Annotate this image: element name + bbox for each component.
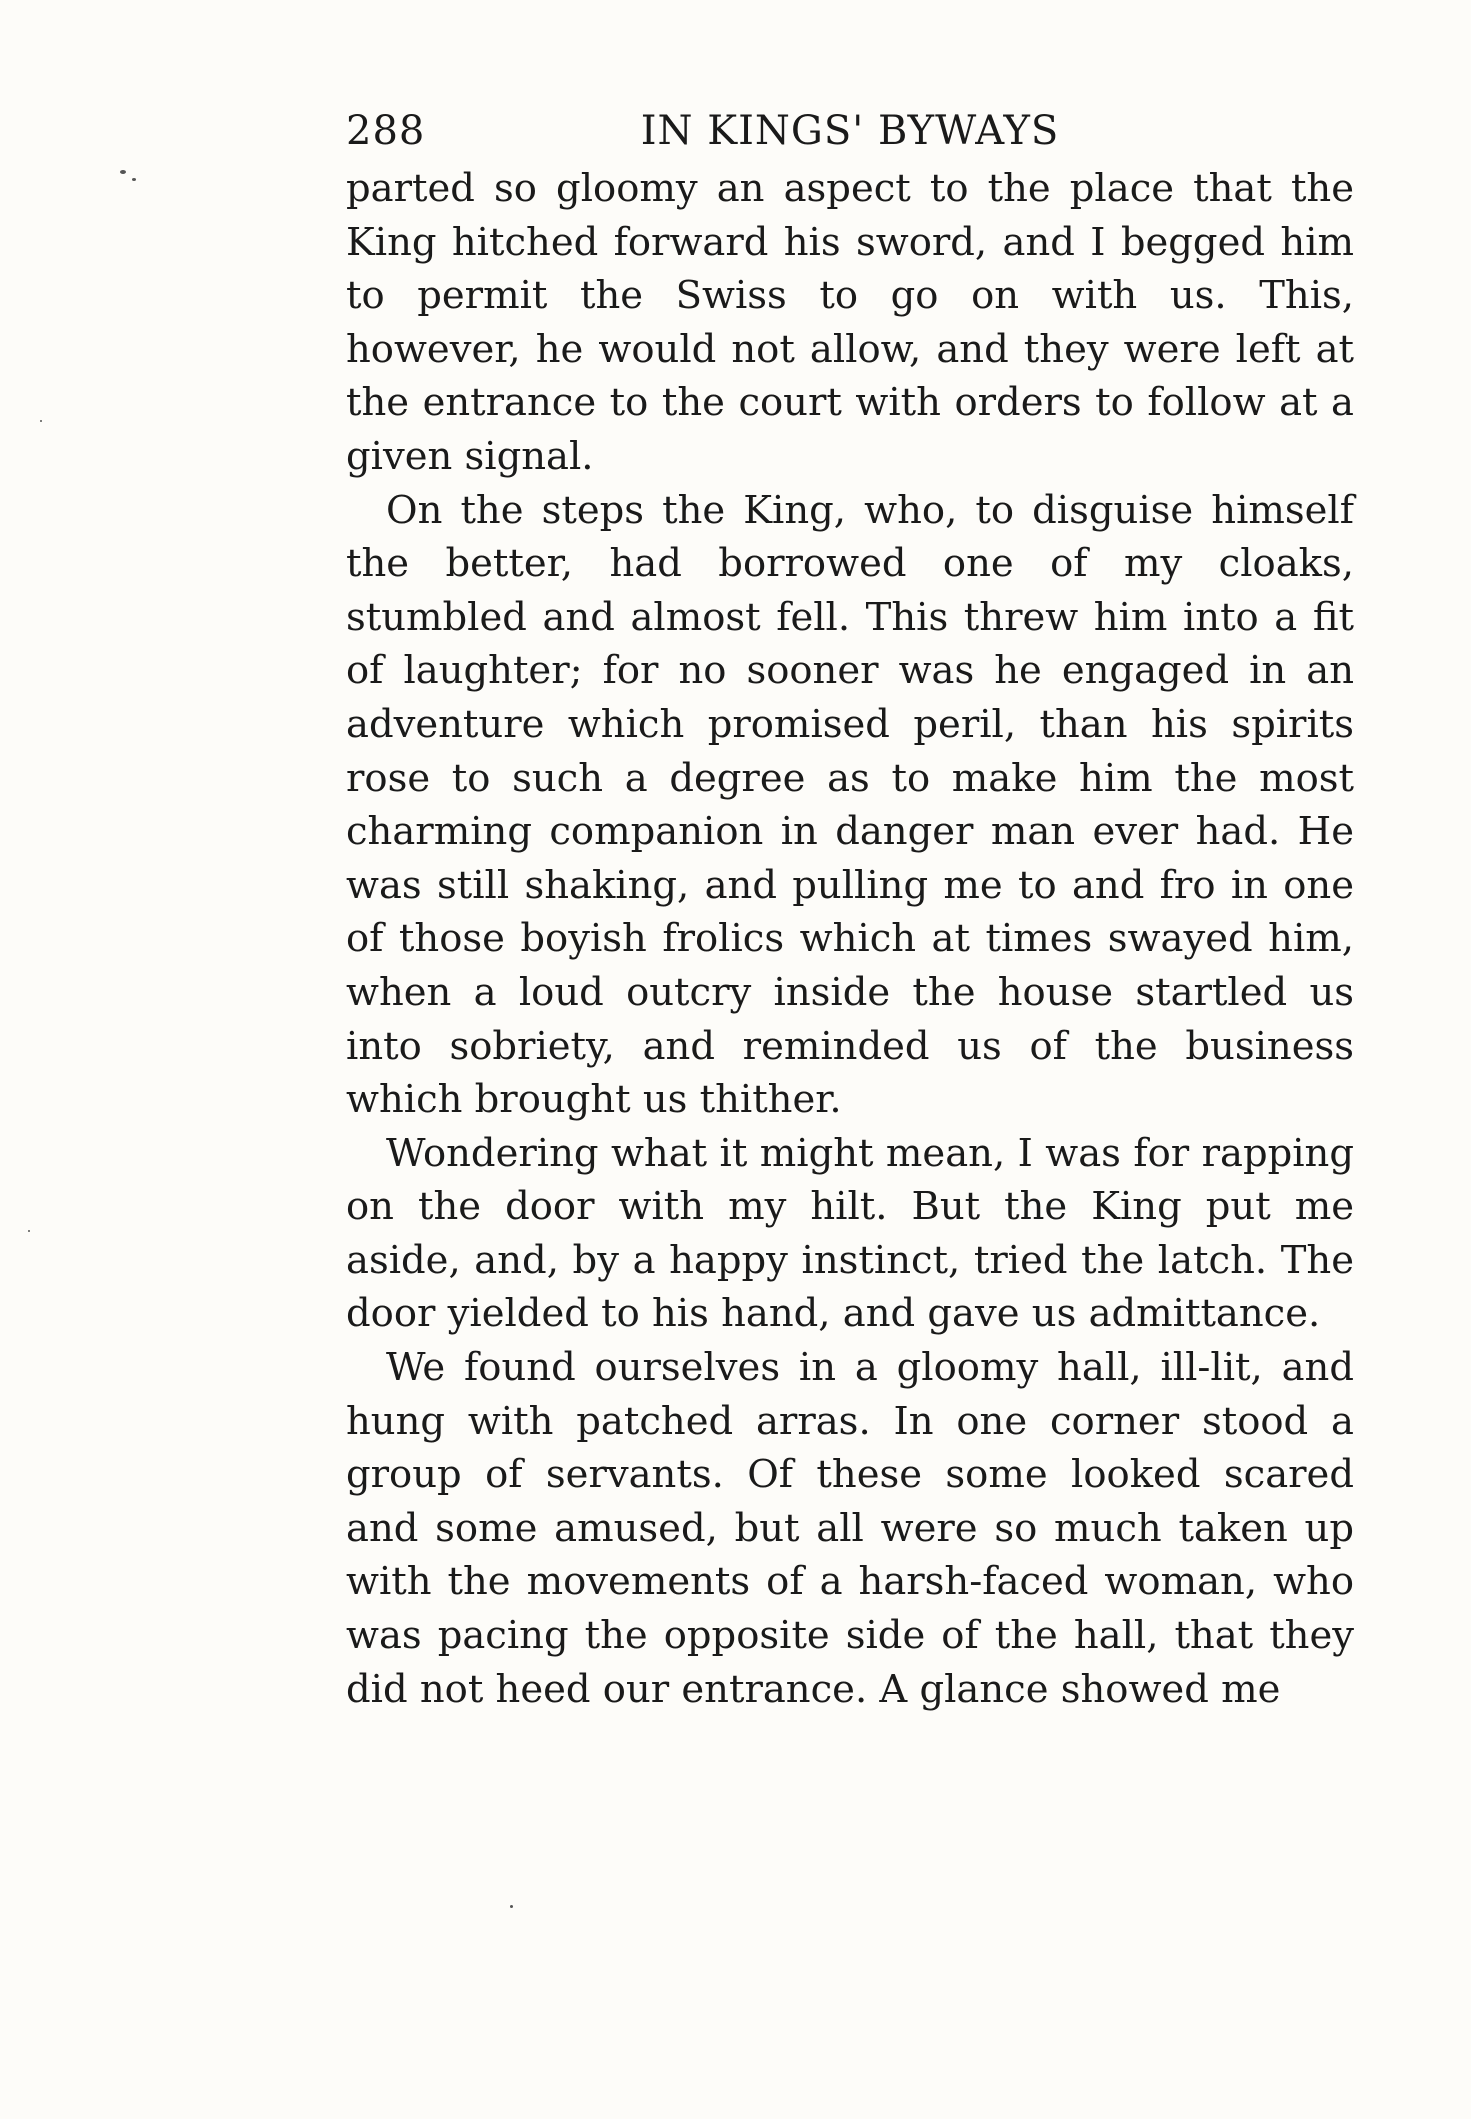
scan-speck [120, 170, 126, 174]
paragraph: We found ourselves in a gloomy hall, ill-lit, and hung with patched arras. In one corner stood a group of servants. Of these some looked scared and some amused, but all were so much taken up with the movements of a harsh-faced woman, who was pacing the opposite side of the hall, that they did not heed our entrance. A glance showed me [346, 1345, 1354, 1712]
paragraph: Wondering what it might mean, I was for rapping on the door with my hilt. But the King put me aside, and, by a happy instinct, tried the latch. The door yielded to his hand, and gave us admittance. [346, 1130, 1354, 1337]
book-page [346, 100, 1354, 1716]
paragraph: parted so gloomy an aspect to the place that the King hitched forward his sword, and I begged him to permit the Swiss to go on with us. This, however, he would not allow, and they were left at the entrance to the court with orders to follow at a given signal. [346, 166, 1354, 479]
paragraph: On the steps the King, who, to disguise himself the better, had borrowed one of my cloaks, stumbled and almost fell. This threw him into a fit of laughter; for no sooner was he engaged in an adventure which promised peril, than his spirits rose to such a degree as to make him the most charming companion in danger man ever had. He was still shaking, and pulling me to and fro in one of those boyish frolics which at times swayed him, when a loud outcry inside the house startled us into sobriety, and reminded us of the business which brought us thither. [346, 487, 1354, 1123]
scan-speck [132, 178, 136, 181]
running-head: IN KINGS' BYWAYS [640, 108, 1060, 154]
page-header [346, 100, 1354, 162]
page-number: 288 [346, 108, 426, 154]
scan-speck [510, 1905, 513, 1908]
scan-speck [40, 420, 42, 422]
body-text [346, 162, 1354, 1716]
scan-speck [28, 1230, 30, 1232]
